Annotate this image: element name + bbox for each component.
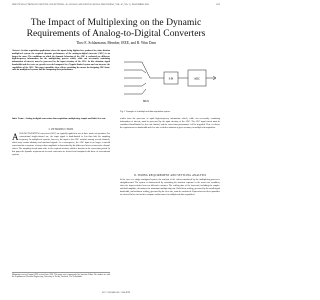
abstract (12, 50, 110, 72)
paper-title: The Impact of Multiplexing on the Dynamic Requirements of Analog-to-Digital Converters (26, 17, 206, 39)
right-column-text: results from the processes of rapid high-frequency information which, while not necessarily containing information of interest, must be processed by the input circuitry of the ADC. The ADC input circuit must be considered band-limited or slew rate limited, and the conversion performance will be degraded. Here we derive the requirements on bandwidth and slew rate needed to maintain a given accuracy in multiplexed acquisition. (120, 118, 220, 129)
introduction-body: NALOG-TO-DIGITAL converters (ADC) are typically applied in one of three modes of operation. For conventional single-channel use, the input signal is band-limited to less than half the sampling frequency. In multiplexed systems, however, the input to the ADC switches among several channels, which may contain arbitrary and unrelated signals. As a consequence, the ADC input is no longer a smooth waveform but a sequence of steps whose amplitude is determined by the difference between successive channel values. The sampling circuit must settle to the required accuracy within a fraction of the conversion period. In this paper the dynamic requirements for such converters are derived and compared with those of conventional systems. (12, 133, 110, 156)
copyright-footer: 1057–7130/00$10.00 © 2000 IEEE (101, 292, 131, 294)
figure-caption: Fig. 1. Example of a multiplexed data acquisition system. (120, 111, 171, 113)
index-terms: Index Terms—Analog-to-digital conversion, data acquisition, multiplexing, sample-and-hold, slew rate. (12, 118, 107, 120)
paper-authors: Theo E. Schlarmann, Member, IEEE, and R. Wim Dam (76, 41, 156, 45)
block-diagram (120, 52, 220, 108)
footnote: Manuscript received August 1999; revised June 2000. This paper was recommended by Associate Editor. The authors are with the Department of Electrical Engineering, University of Twente, Enschede, The Netherlands. (12, 274, 110, 279)
mux-label: MUX (142, 100, 150, 103)
page-number: 1133 (215, 4, 220, 6)
abstract-label: Abstract— (12, 50, 22, 52)
sh-label: S/H (168, 76, 174, 81)
adc-label: ADC (193, 76, 201, 81)
section-heading-2: II. TIMING REQUIREMENT AND SETTLING ANALYSIS (133, 174, 207, 177)
section-2-text: In the case of a single-configured system, the analysis of the effects introduced by the multiplexing process is straightforward. The system is characterized by examining the transient response in the worst case condition, when the input switches between full-scale extremes. The settling time of the front-end, including the sample-and-hold amplifier, determines the maximum multiplexing rate. Both linear settling, governed by the small-signal bandwidth, and nonlinear settling, governed by the slew rate, must be considered. Expressions for these quantities are derived below and used to compare architectures for multiplexed data acquisition. (120, 179, 220, 196)
abstract-text: In data acquisition applications where the inputs being digitized are produced in a time-division multiplexed system, the required dynamic performance of the analog-to-digital converter (ADC) is no longer the same. The conditions on which the dynamic behaviour of the ADC is evaluated are different: high-frequency information for the multiplexing process which, while not necessarily containing information of interest, must be processed by the input circuitry of the ADC. In this situation, signal bandwidth and slew rate are greatly exceeded compared to a Nyquist limited system and can increase the capabilities of the ADC. This paper quantifies these effects, providing the means for designing ADC front-ends for multiplexed systems and for comparing their performance. (12, 50, 110, 72)
journal-header: IEEE TRANSACTIONS ON CIRCUITS AND SYSTEMS—II: ANALOG AND DIGITAL SIGNAL PROCESSING, VOL. 47, NO. 11, NOVEMBER 2000 (12, 4, 149, 6)
drop-cap: A (12, 131, 19, 142)
figure-1 (120, 52, 220, 108)
section-heading-introduction: I. INTRODUCTION (48, 128, 74, 131)
introduction-text (12, 133, 110, 157)
